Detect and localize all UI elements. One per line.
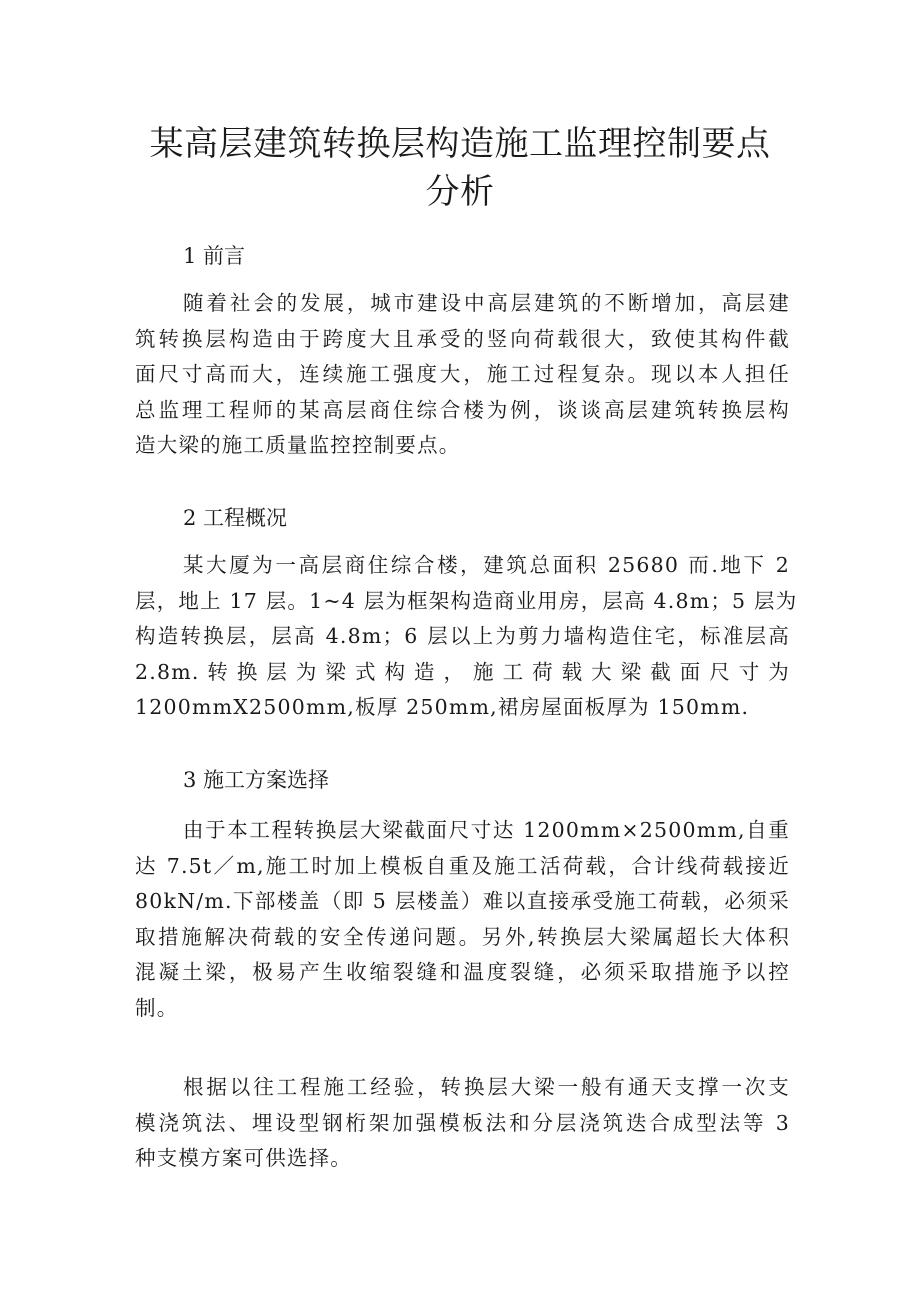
section-heading-preface: 1 前言 — [183, 244, 246, 268]
title-line-1: 某高层建筑转换层构造施工监理控制要点 — [149, 124, 771, 164]
text-line: 面尺寸高而大，连续施工强度大，施工过程复杂。现以本人担任 — [135, 362, 790, 386]
section-heading-plan: 3 施工方案选择 — [183, 768, 330, 792]
paragraph-plan-1 — [135, 813, 790, 1026]
text-line: 筑转换层构造由于跨度大且承受的竖向荷载很大，致使其构件截 — [135, 326, 790, 351]
text-line: 混凝土梁，极易产生收缩裂缝和温度裂缝，必须采取措施予以控 — [135, 960, 790, 984]
text-line: 2.8m. 转 换 层 为 梁 式 构 造 ， 施 工 荷 载 大 梁 截 面 尺 寸 为 — [135, 659, 790, 684]
text-line: 随着社会的发展，城市建设中高层建筑的不断增加，高层建 — [183, 291, 790, 315]
text-line: 造大梁的施工质量监控控制要点。 — [135, 433, 461, 457]
text-line: 层，地上 17 层。1~4 层为框架构造商业用房，层高 4.8m；5 层为 — [135, 588, 798, 613]
text-line: 根据以往工程施工经验，转换层大梁一般有通天支撑一次支 — [183, 1075, 790, 1099]
document-title — [130, 120, 790, 216]
text-line: 模浇筑法、埋设型钢桁架加强模板法和分层浇筑迭合成型法等 3 — [135, 1110, 790, 1135]
paragraph-overview — [135, 548, 798, 726]
text-line: 总监理工程师的某高层商住综合楼为例，谈谈高层建筑转换层构 — [135, 397, 790, 422]
text-line: 由于本工程转换层大梁截面尺寸达 1200mm×2500mm,自重 — [183, 818, 790, 842]
text-line: 取措施解决荷载的安全传递问题。另外,转换层大梁属超长大体积 — [135, 924, 790, 949]
paragraph-plan-2 — [135, 1070, 790, 1177]
paragraph-preface — [135, 286, 790, 464]
text-line: 某大厦为一高层商住综合楼，建筑总面积 25680 而.地下 2 — [183, 553, 790, 577]
text-line: 80kN/m.下部楼盖（即 5 层楼盖）难以直接承受施工荷载，必须采 — [135, 889, 790, 913]
text-line: 制。 — [135, 995, 179, 1020]
section-heading-overview: 2 工程概况 — [183, 506, 288, 530]
text-line: 达 7.5t／m,施工时加上模板自重及施工活荷载，合计线荷载接近 — [135, 853, 790, 878]
text-line: 种支模方案可供选择。 — [135, 1146, 352, 1170]
text-line: 构造转换层，层高 4.8m；6 层以上为剪力墙构造住宅，标准层高 — [135, 624, 790, 648]
text-line: 1200mmX2500mm,板厚 250mm,裙房屋面板厚为 150mm. — [135, 695, 750, 719]
title-line-2: 分析 — [425, 172, 495, 212]
